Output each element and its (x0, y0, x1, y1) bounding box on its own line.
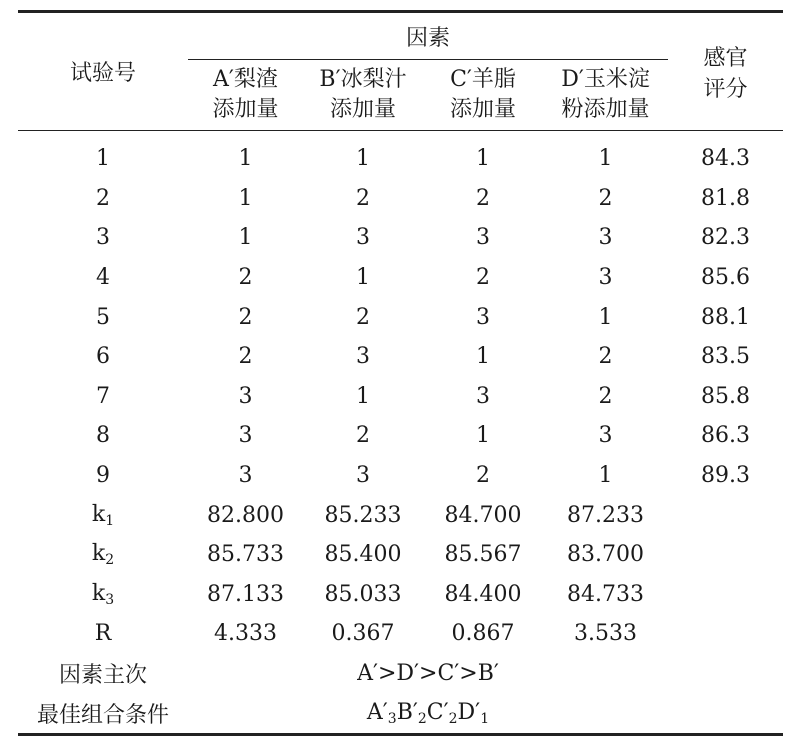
score-cell: 89.3 (701, 463, 750, 489)
optimal-combination-value (188, 693, 668, 734)
level-cell: 2 (238, 304, 253, 330)
empty-cell (668, 535, 783, 575)
level-cell: 3 (476, 225, 490, 251)
header-trial-number: 试验号 (18, 12, 188, 131)
header-factor-line1: D′玉米淀 (561, 67, 650, 92)
score-cell: 83.5 (701, 344, 750, 370)
header-factor-line1: C′羊脂 (450, 67, 516, 92)
level-cell: 1 (356, 146, 370, 172)
trial-number-cell: 2 (96, 185, 110, 211)
table-row (18, 258, 783, 298)
header-factor-line2: 添加量 (212, 97, 279, 122)
optimal-level-subscript: 2 (448, 710, 458, 727)
k-value-cell: 84.733 (567, 581, 644, 607)
trial-number-cell: 8 (96, 423, 110, 449)
score-cell: 85.6 (701, 265, 750, 291)
k-value-cell: 87.133 (207, 581, 284, 607)
level-cell: 1 (356, 383, 370, 409)
level-cell: 2 (598, 185, 613, 211)
empty-cell (668, 495, 783, 535)
trial-number-cell: 6 (96, 344, 110, 370)
level-cell: 2 (598, 383, 613, 409)
level-cell: 3 (238, 423, 253, 449)
k-value-cell: 84.400 (444, 581, 522, 607)
level-cell: 1 (598, 146, 613, 172)
range-value-cell: 0.367 (331, 621, 395, 647)
k-label (18, 535, 188, 575)
level-cell: 3 (356, 225, 370, 251)
k-value-cell: 84.700 (444, 502, 522, 528)
level-cell: 1 (476, 423, 490, 449)
trial-number-cell: 4 (96, 265, 110, 291)
range-row (18, 614, 783, 654)
range-value-cell: 0.867 (451, 621, 515, 647)
table-row (18, 179, 783, 219)
level-cell: 1 (476, 344, 490, 370)
k-label-sub: 3 (105, 591, 115, 608)
k-label-base: k (91, 501, 106, 527)
table-row (18, 297, 783, 337)
header-factor-line2: 添加量 (329, 97, 396, 122)
level-cell: 3 (476, 383, 490, 409)
range-value-cell: 4.333 (214, 621, 277, 647)
k-row (18, 535, 783, 575)
level-cell: 3 (476, 304, 490, 330)
trial-number-cell: 3 (96, 225, 110, 251)
level-cell: 1 (356, 265, 370, 291)
factor-order-row (18, 654, 783, 694)
score-cell: 85.8 (701, 383, 750, 409)
trial-number-cell: 5 (96, 304, 110, 330)
header-factor-line2: 粉添加量 (561, 97, 650, 122)
level-cell: 2 (476, 265, 490, 291)
trial-number-cell: 7 (96, 383, 110, 409)
k-label-base: k (91, 580, 106, 606)
level-cell: 1 (238, 185, 253, 211)
level-cell: 1 (238, 225, 253, 251)
factor-order-value: A′>D′>C′>B′ (357, 661, 499, 687)
orthogonal-test-table (18, 10, 783, 736)
header-factor-line1: A′梨渣 (213, 67, 278, 92)
range-label: R (94, 621, 112, 647)
table-row (18, 456, 783, 496)
level-cell: 2 (238, 265, 253, 291)
k-value-cell: 87.233 (567, 502, 644, 528)
level-cell: 2 (238, 344, 253, 370)
table-row (18, 337, 783, 377)
optimal-level-subscript: 3 (387, 710, 397, 727)
level-cell: 1 (598, 304, 613, 330)
k-value-cell: 85.733 (207, 542, 284, 568)
trial-number-cell: 1 (96, 146, 110, 172)
optimal-level-subscript: 1 (480, 710, 490, 727)
level-cell: 2 (476, 463, 490, 489)
trial-number-cell: 9 (96, 463, 110, 489)
level-cell: 2 (356, 304, 370, 330)
k-value-cell: 85.033 (324, 581, 402, 607)
empty-cell (668, 575, 783, 615)
optimal-factor: C′ (426, 699, 449, 725)
k-label-base: k (91, 541, 106, 567)
k-row (18, 495, 783, 535)
score-cell: 88.1 (701, 304, 750, 330)
k-value-cell: 82.800 (207, 502, 284, 528)
k-label-sub: 1 (105, 512, 115, 529)
range-value-cell: 3.533 (574, 621, 637, 647)
optimal-factor: B′ (396, 699, 418, 725)
empty-cell (668, 693, 783, 734)
level-cell: 3 (356, 344, 370, 370)
level-cell: 3 (238, 463, 253, 489)
table-row (18, 377, 783, 417)
level-cell: 1 (476, 146, 490, 172)
header-factor-2 (423, 60, 543, 131)
k-label (18, 495, 188, 535)
factor-order-label: 因素主次 (58, 663, 147, 689)
table-row (18, 416, 783, 456)
table-row (18, 131, 783, 179)
level-cell: 1 (598, 463, 613, 489)
optimal-level-subscript: 2 (417, 710, 427, 727)
table-body (18, 131, 783, 735)
header-factor-1 (303, 60, 423, 131)
header-score-line2: 评分 (703, 76, 748, 102)
optimal-combination-row (18, 693, 783, 734)
header-factor-0 (188, 60, 303, 131)
k-row (18, 575, 783, 615)
k-value-cell: 85.400 (324, 542, 402, 568)
k-value-cell: 85.233 (324, 502, 402, 528)
level-cell: 3 (598, 225, 613, 251)
optimal-factor: A′ (366, 699, 388, 725)
header-score-line1: 感官 (703, 45, 748, 71)
header-factor-line1: B′冰梨汁 (319, 67, 407, 92)
k-label (18, 575, 188, 615)
table-row (18, 218, 783, 258)
header-factor-3 (543, 60, 668, 131)
level-cell: 2 (598, 344, 613, 370)
level-cell: 2 (356, 423, 370, 449)
level-cell: 2 (476, 185, 490, 211)
level-cell: 3 (598, 265, 613, 291)
level-cell: 3 (598, 423, 613, 449)
optimal-factor: D′ (457, 699, 481, 725)
empty-cell (668, 614, 783, 654)
level-cell: 1 (238, 146, 253, 172)
k-label-sub: 2 (105, 552, 115, 569)
score-cell: 81.8 (701, 185, 750, 211)
k-value-cell: 83.700 (567, 542, 644, 568)
header-sensory-score (668, 12, 783, 131)
results-table (18, 10, 783, 736)
level-cell: 3 (356, 463, 370, 489)
header-factor-group: 因素 (188, 12, 668, 60)
optimal-combination-label: 最佳组合条件 (36, 702, 169, 728)
k-value-cell: 85.567 (444, 542, 522, 568)
score-cell: 84.3 (701, 146, 750, 172)
score-cell: 82.3 (701, 225, 750, 251)
level-cell: 3 (238, 383, 253, 409)
empty-cell (668, 654, 783, 694)
score-cell: 86.3 (701, 423, 750, 449)
level-cell: 2 (356, 185, 370, 211)
header-factor-line2: 添加量 (449, 97, 516, 122)
